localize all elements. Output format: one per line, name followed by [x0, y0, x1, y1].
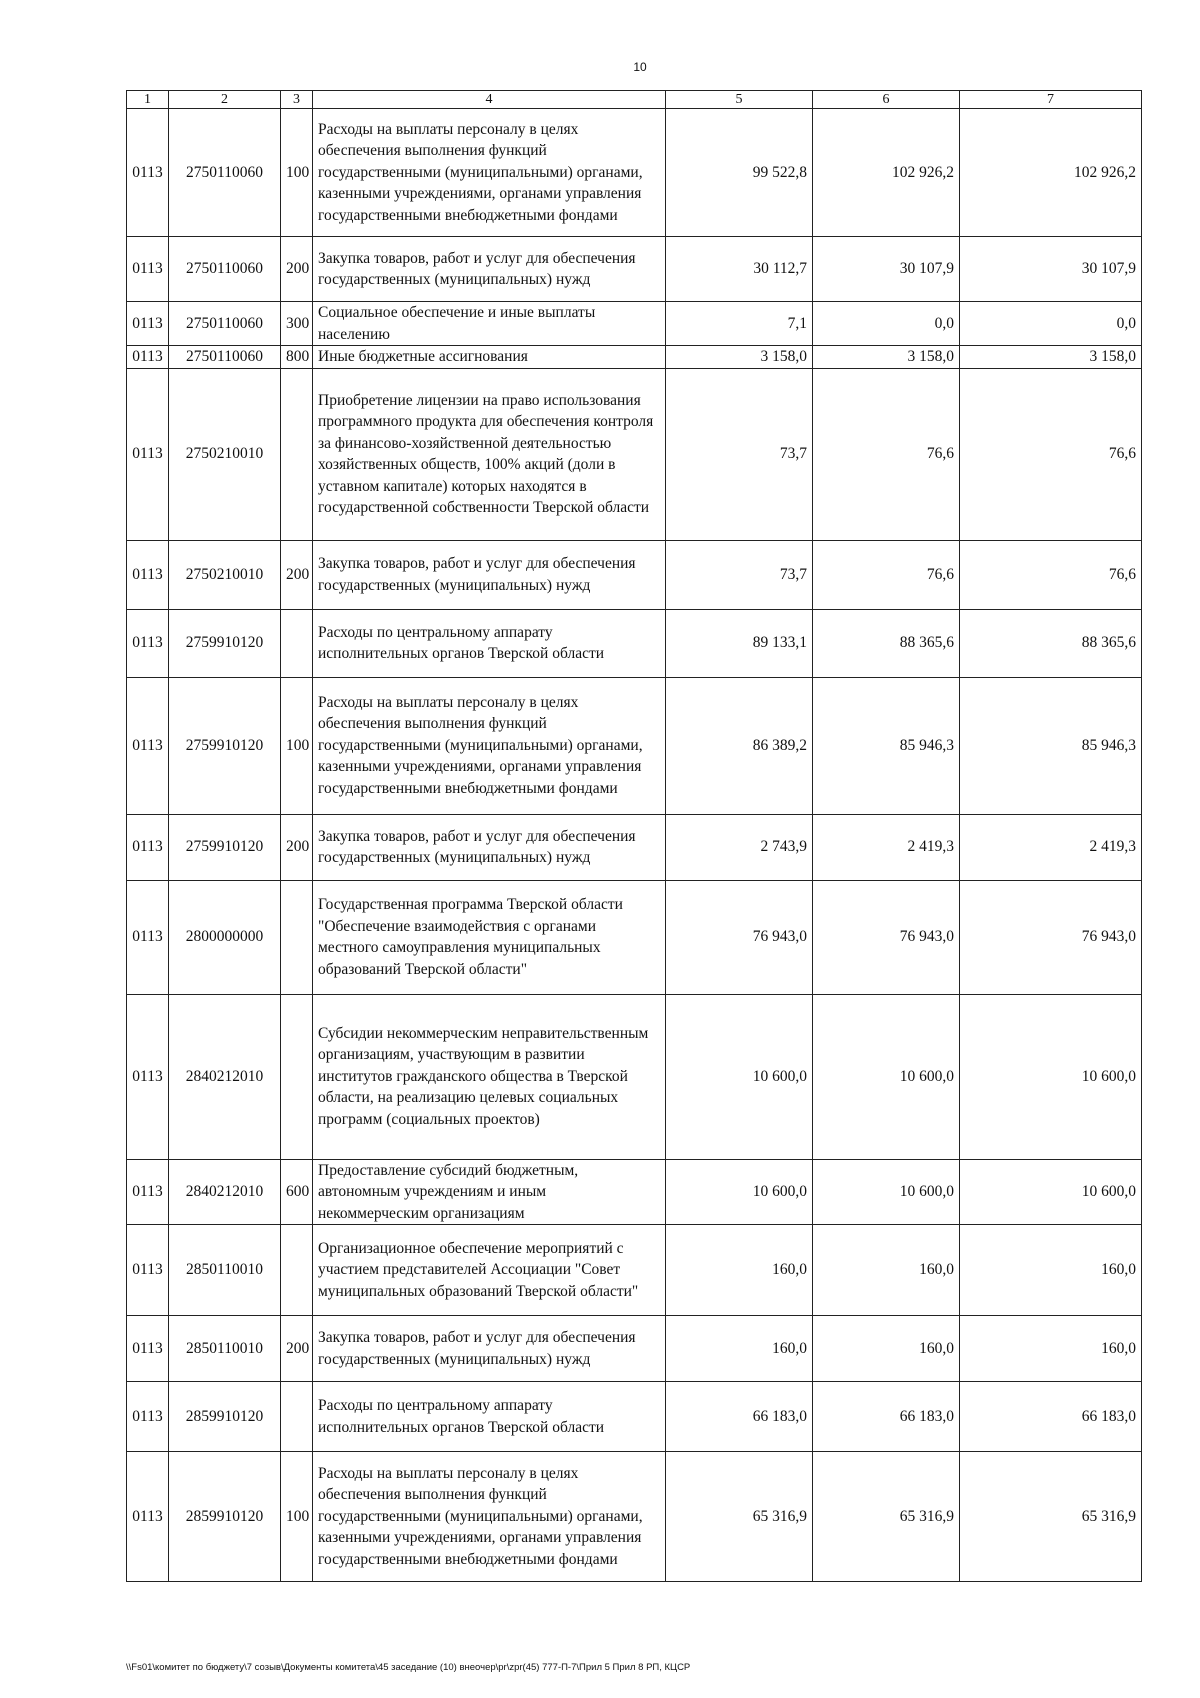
- item-description: Закупка товаров, работ и услуг для обеспечения государственных (муниципальных) нужд: [313, 237, 666, 302]
- target-article-code: 2750110060: [169, 237, 281, 302]
- section-code: 0113: [127, 368, 169, 540]
- page-number: 10: [633, 60, 647, 74]
- expense-type-code: 100: [281, 677, 313, 814]
- expense-type-code: [281, 609, 313, 677]
- amount-col5: 73,7: [666, 368, 813, 540]
- amount-col7: 88 365,6: [960, 609, 1142, 677]
- section-code: 0113: [127, 609, 169, 677]
- amount-col7: 76,6: [960, 368, 1142, 540]
- item-description: Социальное обеспечение и иные выплаты населению: [313, 302, 666, 346]
- amount-col7: 160,0: [960, 1316, 1142, 1382]
- amount-col6: 76,6: [813, 540, 960, 609]
- expense-type-code: 800: [281, 346, 313, 369]
- item-description: Предоставление субсидий бюджетным, автономным учреждениям и иным некоммерческим организациям: [313, 1159, 666, 1225]
- section-code: 0113: [127, 1382, 169, 1452]
- section-code: 0113: [127, 1316, 169, 1382]
- table-row: [127, 1316, 1142, 1382]
- amount-col5: 7,1: [666, 302, 813, 346]
- target-article-code: 2750210010: [169, 540, 281, 609]
- expense-type-code: 200: [281, 814, 313, 880]
- expense-type-code: 200: [281, 1316, 313, 1382]
- table-row: [127, 1225, 1142, 1316]
- table-row: [127, 237, 1142, 302]
- target-article-code: 2759910120: [169, 677, 281, 814]
- item-description: Закупка товаров, работ и услуг для обеспечения государственных (муниципальных) нужд: [313, 540, 666, 609]
- amount-col5: 73,7: [666, 540, 813, 609]
- header-row: [127, 91, 1142, 109]
- item-description: Закупка товаров, работ и услуг для обеспечения государственных (муниципальных) нужд: [313, 1316, 666, 1382]
- column-header: 5: [666, 91, 813, 109]
- item-description: Закупка товаров, работ и услуг для обеспечения государственных (муниципальных) нужд: [313, 814, 666, 880]
- amount-col5: 66 183,0: [666, 1382, 813, 1452]
- amount-col6: 76 943,0: [813, 880, 960, 994]
- target-article-code: 2750110060: [169, 346, 281, 369]
- item-description: Расходы на выплаты персоналу в целях обеспечения выполнения функций государственными (муниципальными) органами, казенными учреждениями, органами управления государственными внебюджетными фондами: [313, 109, 666, 237]
- target-article-code: 2859910120: [169, 1382, 281, 1452]
- column-header: 6: [813, 91, 960, 109]
- column-header: 7: [960, 91, 1142, 109]
- amount-col7: 65 316,9: [960, 1452, 1142, 1582]
- table-row: [127, 302, 1142, 346]
- amount-col5: 10 600,0: [666, 1159, 813, 1225]
- expense-type-code: [281, 880, 313, 994]
- section-code: 0113: [127, 880, 169, 994]
- section-code: 0113: [127, 540, 169, 609]
- target-article-code: 2850110010: [169, 1225, 281, 1316]
- section-code: 0113: [127, 346, 169, 369]
- amount-col5: 160,0: [666, 1225, 813, 1316]
- expense-type-code: [281, 994, 313, 1159]
- amount-col7: 85 946,3: [960, 677, 1142, 814]
- table-row: [127, 540, 1142, 609]
- target-article-code: 2750110060: [169, 109, 281, 237]
- amount-col6: 10 600,0: [813, 994, 960, 1159]
- target-article-code: 2759910120: [169, 609, 281, 677]
- table-row: [127, 814, 1142, 880]
- column-header: 4: [313, 91, 666, 109]
- amount-col6: 102 926,2: [813, 109, 960, 237]
- table-row: [127, 1382, 1142, 1452]
- amount-col5: 76 943,0: [666, 880, 813, 994]
- section-code: 0113: [127, 994, 169, 1159]
- column-header: 3: [281, 91, 313, 109]
- amount-col6: 160,0: [813, 1225, 960, 1316]
- expense-type-code: [281, 1225, 313, 1316]
- expense-type-code: [281, 368, 313, 540]
- amount-col6: 66 183,0: [813, 1382, 960, 1452]
- table-row: [127, 1159, 1142, 1225]
- expense-type-code: 200: [281, 540, 313, 609]
- item-description: Организационное обеспечение мероприятий с участием представителей Ассоциации "Совет муниципальных образований Тверской области": [313, 1225, 666, 1316]
- table-row: [127, 880, 1142, 994]
- table-row: [127, 368, 1142, 540]
- amount-col6: 76,6: [813, 368, 960, 540]
- column-header: 2: [169, 91, 281, 109]
- expense-type-code: 600: [281, 1159, 313, 1225]
- amount-col7: 0,0: [960, 302, 1142, 346]
- section-code: 0113: [127, 1225, 169, 1316]
- item-description: Государственная программа Тверской области "Обеспечение взаимодействия с органами местного самоуправления муниципальных образований Тверской области": [313, 880, 666, 994]
- amount-col5: 65 316,9: [666, 1452, 813, 1582]
- amount-col7: 76 943,0: [960, 880, 1142, 994]
- section-code: 0113: [127, 1159, 169, 1225]
- column-header: 1: [127, 91, 169, 109]
- expense-type-code: 100: [281, 1452, 313, 1582]
- amount-col5: 99 522,8: [666, 109, 813, 237]
- amount-col6: 2 419,3: [813, 814, 960, 880]
- section-code: 0113: [127, 302, 169, 346]
- item-description: Субсидии некоммерческим неправительственным организациям, участвующим в развитии институтов гражданского общества в Тверской области, на реализацию целевых социальных программ (социальных проектов): [313, 994, 666, 1159]
- amount-col6: 160,0: [813, 1316, 960, 1382]
- section-code: 0113: [127, 677, 169, 814]
- item-description: Расходы по центральному аппарату исполнительных органов Тверской области: [313, 609, 666, 677]
- target-article-code: 2759910120: [169, 814, 281, 880]
- amount-col5: 10 600,0: [666, 994, 813, 1159]
- item-description: Приобретение лицензии на право использования программного продукта для обеспечения контроля за финансово-хозяйственной деятельностью хозяйственных обществ, 100% акций (доли в уставном капитале) которых находятся в государственной собственности Тверской области: [313, 368, 666, 540]
- amount-col6: 30 107,9: [813, 237, 960, 302]
- amount-col7: 10 600,0: [960, 994, 1142, 1159]
- amount-col7: 10 600,0: [960, 1159, 1142, 1225]
- amount-col6: 88 365,6: [813, 609, 960, 677]
- amount-col7: 2 419,3: [960, 814, 1142, 880]
- item-description: Иные бюджетные ассигнования: [313, 346, 666, 369]
- item-description: Расходы по центральному аппарату исполнительных органов Тверской области: [313, 1382, 666, 1452]
- file-path-footer: \\Fs01\комитет по бюджету\7 созыв\Документы комитета\45 заседание (10) внеочер\pr\zpr(45) 777-П-7\Прил 5 Прил 8 РП, КЦСР: [126, 1662, 691, 1673]
- target-article-code: 2750110060: [169, 302, 281, 346]
- expense-type-code: [281, 1382, 313, 1452]
- target-article-code: 2840212010: [169, 1159, 281, 1225]
- section-code: 0113: [127, 237, 169, 302]
- target-article-code: 2800000000: [169, 880, 281, 994]
- target-article-code: 2859910120: [169, 1452, 281, 1582]
- expense-type-code: 200: [281, 237, 313, 302]
- section-code: 0113: [127, 109, 169, 237]
- amount-col7: 160,0: [960, 1225, 1142, 1316]
- item-description: Расходы на выплаты персоналу в целях обеспечения выполнения функций государственными (муниципальными) органами, казенными учреждениями, органами управления государственными внебюджетными фондами: [313, 1452, 666, 1582]
- amount-col7: 3 158,0: [960, 346, 1142, 369]
- amount-col7: 76,6: [960, 540, 1142, 609]
- item-description: Расходы на выплаты персоналу в целях обеспечения выполнения функций государственными (муниципальными) органами, казенными учреждениями, органами управления государственными внебюджетными фондами: [313, 677, 666, 814]
- amount-col5: 2 743,9: [666, 814, 813, 880]
- amount-col6: 65 316,9: [813, 1452, 960, 1582]
- expense-type-code: 100: [281, 109, 313, 237]
- amount-col7: 102 926,2: [960, 109, 1142, 237]
- section-code: 0113: [127, 1452, 169, 1582]
- amount-col6: 10 600,0: [813, 1159, 960, 1225]
- section-code: 0113: [127, 814, 169, 880]
- amount-col5: 160,0: [666, 1316, 813, 1382]
- table-row: [127, 346, 1142, 369]
- amount-col7: 30 107,9: [960, 237, 1142, 302]
- table-row: [127, 1452, 1142, 1582]
- expense-type-code: 300: [281, 302, 313, 346]
- amount-col5: 89 133,1: [666, 609, 813, 677]
- amount-col6: 85 946,3: [813, 677, 960, 814]
- amount-col6: 3 158,0: [813, 346, 960, 369]
- target-article-code: 2750210010: [169, 368, 281, 540]
- table-row: [127, 109, 1142, 237]
- amount-col5: 3 158,0: [666, 346, 813, 369]
- table-row: [127, 994, 1142, 1159]
- target-article-code: 2840212010: [169, 994, 281, 1159]
- budget-table: [126, 90, 1142, 1582]
- amount-col5: 30 112,7: [666, 237, 813, 302]
- table-row: [127, 609, 1142, 677]
- table-row: [127, 677, 1142, 814]
- amount-col7: 66 183,0: [960, 1382, 1142, 1452]
- target-article-code: 2850110010: [169, 1316, 281, 1382]
- amount-col5: 86 389,2: [666, 677, 813, 814]
- amount-col6: 0,0: [813, 302, 960, 346]
